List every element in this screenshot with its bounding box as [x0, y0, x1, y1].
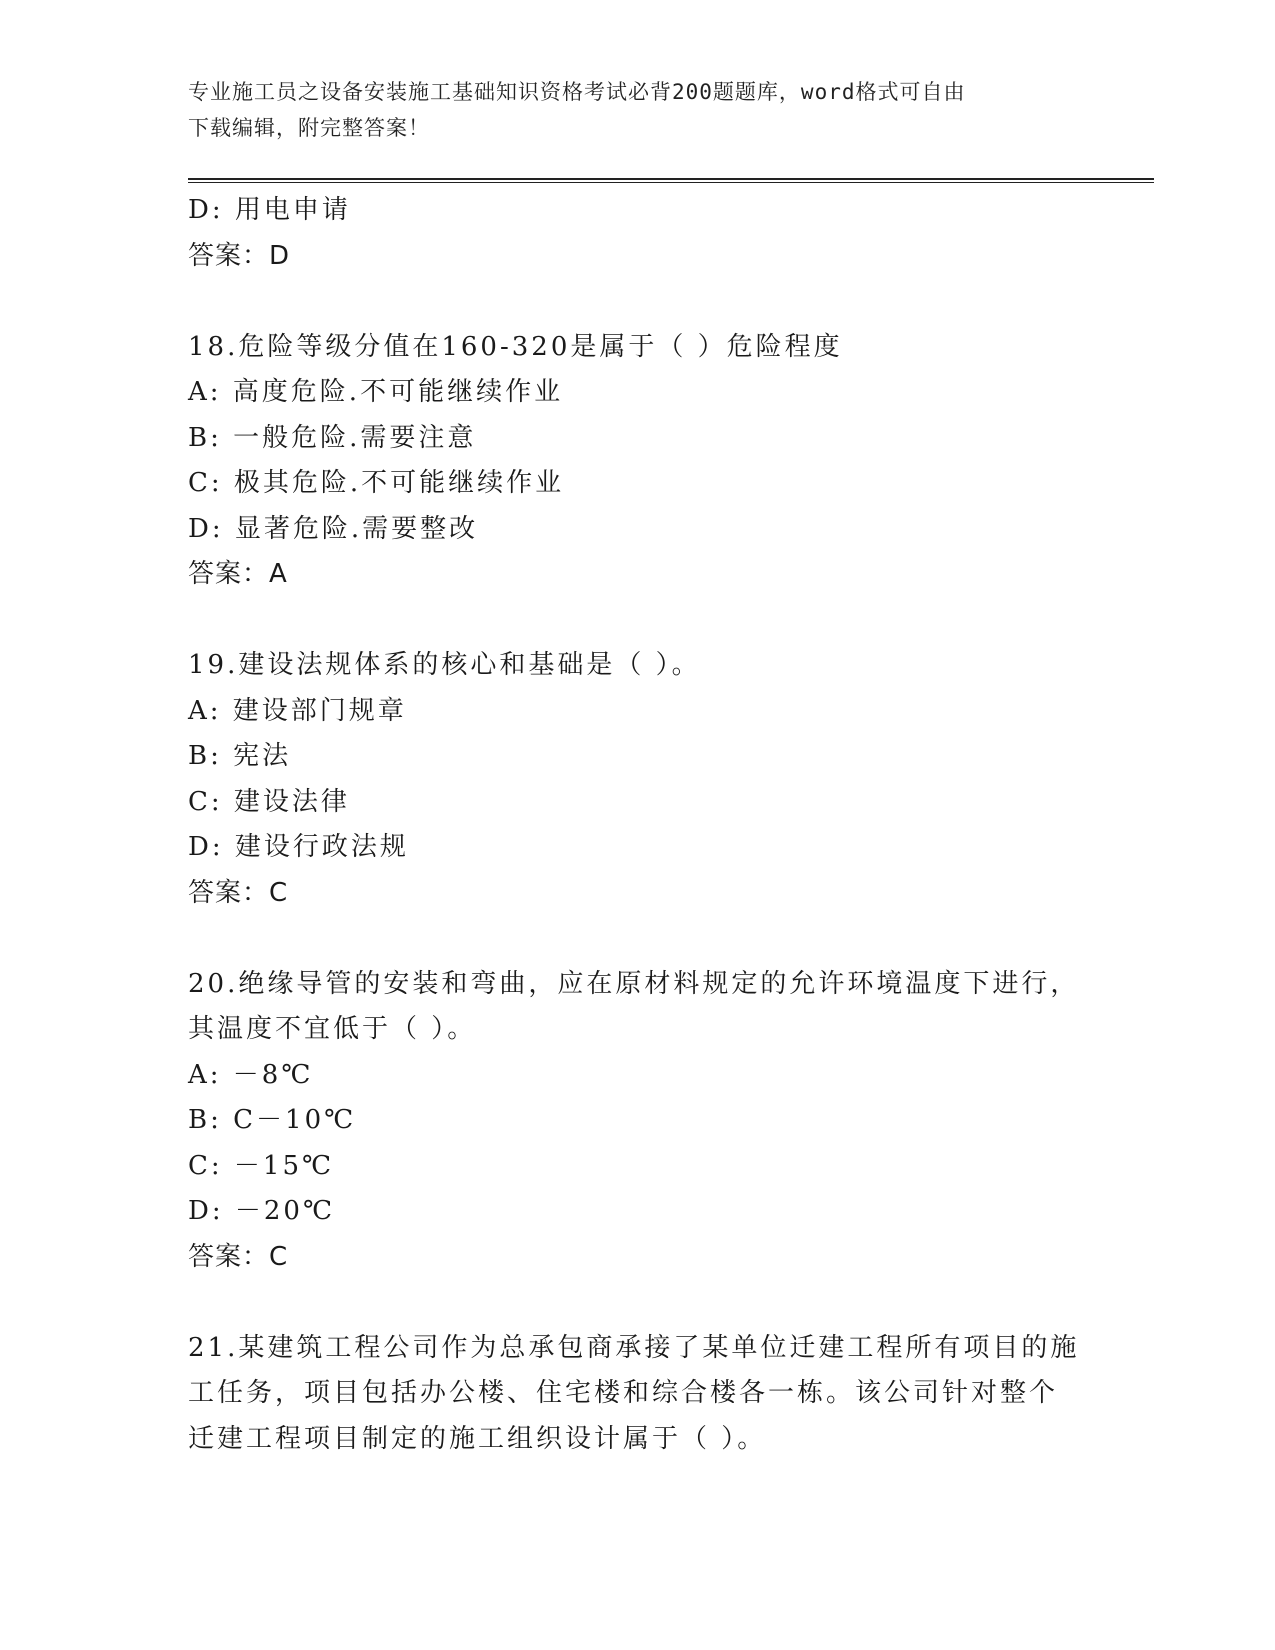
- question-19: [188, 643, 1088, 916]
- option-c: C: －15℃: [188, 1150, 335, 1181]
- question-stem-line-1: 20.绝缘导管的安装和弯曲，应在原材料规定的允许环境温度下进行，: [188, 968, 1080, 999]
- question-21: [188, 1326, 1088, 1463]
- header-divider-thin: [188, 182, 1154, 183]
- question-stem: 18.危险等级分值在160-320是属于（ ）危险程度: [188, 331, 843, 362]
- question-stem-line-1: 21.某建筑工程公司作为总承包商承接了某单位迁建工程所有项目的施: [188, 1332, 1080, 1363]
- option-d: D: 显著危险.需要整改: [188, 513, 479, 544]
- option-a: A: 高度危险.不可能继续作业: [188, 377, 564, 407]
- question-stem-line-3: 迁建工程项目制定的施工组织设计属于（ ）。: [188, 1423, 767, 1454]
- option-a: A: －8℃: [188, 1059, 314, 1090]
- question-stem-line-2: 其温度不宜低于（ ）。: [188, 1014, 477, 1044]
- option-d: D: 建设行政法规: [188, 832, 409, 862]
- answer-line: 答案：D: [188, 240, 291, 271]
- option-c: C: 建设法律: [188, 786, 350, 817]
- answer-line: 答案：A: [188, 559, 288, 589]
- option-d: D: －20℃: [188, 1196, 336, 1226]
- question-stem: 19.建设法规体系的核心和基础是（ ）。: [188, 650, 701, 680]
- answer-line: 答案：C: [188, 877, 289, 908]
- option-b: B: 一般危险.需要注意: [188, 422, 477, 453]
- option-b: B: 宪法: [188, 741, 292, 771]
- header-divider-thick: [188, 178, 1154, 180]
- option-b: B: C－10℃: [188, 1105, 357, 1135]
- answer-line: 答案：C: [188, 1241, 289, 1272]
- header-title-line-1: 专业施工员之设备安装施工基础知识资格考试必背200题题库，word格式可自由: [188, 80, 966, 104]
- question-stem-line-2: 工任务，项目包括办公楼、住宅楼和综合楼各一栋。该公司针对整个: [188, 1378, 1059, 1408]
- question-20: [188, 962, 1088, 1281]
- page-header: [188, 74, 1068, 146]
- option-d: D: 用电申请: [188, 195, 351, 225]
- previous-question-tail: [188, 188, 1088, 279]
- option-a: A: 建设部门规章: [188, 695, 407, 726]
- question-content: [188, 188, 1088, 1462]
- header-title-line-2: 下载编辑，附完整答案！: [188, 116, 430, 140]
- question-18: [188, 325, 1088, 598]
- option-c: C: 极其危险.不可能继续作业: [188, 468, 565, 498]
